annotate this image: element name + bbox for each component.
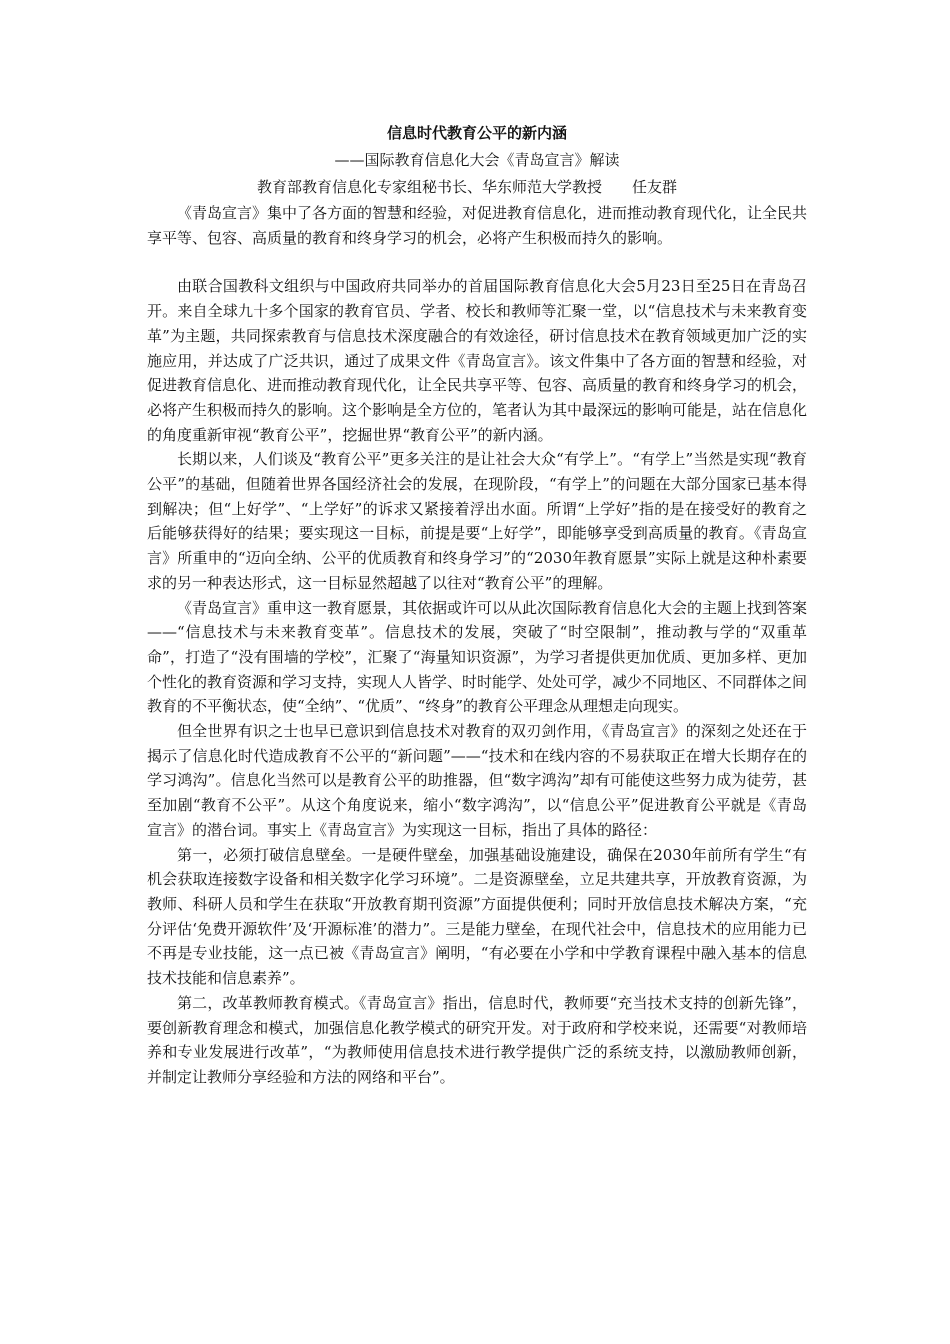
paragraph-gap: [147, 250, 807, 274]
author-affiliation: 教育部教育信息化专家组秘书长、华东师范大学教授: [257, 178, 603, 196]
document-subtitle: ——国际教育信息化大会《青岛宣言》解读: [334, 151, 620, 169]
paragraph-intro: 由联合国教科文组织与中国政府共同举办的首届国际教育信息化大会5月23日至25日在青岛召开。来自全球九十多个国家的教育官员、学者、校长和教师等汇聚一堂，以“信息技术与未来教育变革”为主题，共同探索教育与信息技术深度融合的有效途径，研讨信息技术在教育领域更加广泛的实施应用，并达成了广泛共识，通过了成果文件《青岛宣言》。该文件集中了各方面的智慧和经验，对促进教育信息化、进而推动教育现代化，让全民共享平等、包容、高质量的教育和终身学习的机会，必将产生积极而持久的影响。这个影响是全方位的，笔者认为其中最深远的影响可能是，站在信息化的角度重新审视“教育公平”，挖掘世界“教育公平”的新内涵。: [147, 277, 808, 444]
author-name: 任友群: [632, 178, 678, 196]
author-line: [147, 174, 807, 201]
paragraph-body: 长期以来，人们谈及“教育公平”更多关注的是让社会大众“有学上”。“有学上”当然是实现“教育公平”的基础，但随着世界各国经济社会的发展，在现阶段，“有学上”的问题在大部分国家已基本得到解决；但“上好学”、“上学好”的诉求又紧接着浮出水面。所谓“上学好”指的是在接受好的教育之后能够获得好的结果；要实现这一目标，前提是要“上好学”，即能够享受到高质量的教育。《青岛宣言》所重申的“迈向全纳、公平的优质教育和终身学习”的“2030年教育愿景”实际上就是这种朴素要求的另一种表达形式，这一目标显然超越了以往对“教育公平”的理解。: [147, 450, 807, 592]
paragraph-abstract: 《青岛宣言》集中了各方面的智慧和经验，对促进教育信息化，进而推动教育现代化，让全民共享平等、包容、高质量的教育和终身学习的机会，必将产生积极而持久的影响。: [147, 204, 808, 247]
paragraph-point-one: 第一，必须打破信息壁垒。一是硬件壁垒，加强基础设施建设，确保在2030年前所有学生“有机会获取连接数字设备和相关数字化学习环境”。二是资源壁垒，立足共建共享，开放教育资源，为教师、科研人员和学生在获取“开放教育期刊资源”方面提供便利；同时开放信息技术解决方案，“充分评估‘免费开源软件’及‘开源标准’的潜力”。三是能力壁垒，在现代社会中，信息技术的应用能力已不再是专业技能，这一点已被《青岛宣言》阐明，“有必要在小学和中学教育课程中融入基本的信息技术技能和信息素养”。: [147, 845, 807, 988]
paragraph-body: 《青岛宣言》重申这一教育愿景，其依据或许可以从此次国际教育信息化大会的主题上找到答案——“信息技术与未来教育变革”。信息技术的发展，突破了“时空限制”，推动教与学的“双重革命”，打造了“没有围墙的学校”，汇聚了“海量知识资源”，为学习者提供更加优质、更加多样、更加个性化的教育资源和学习支持，实现人人皆学、时时能学、处处可学，减少不同地区、不同群体之间教育的不平衡状态，使“全纳”、“优质”、“终身”的教育公平理念从理想走向现实。: [147, 598, 808, 716]
paragraph-body: 但全世界有识之士也早已意识到信息技术对教育的双刃剑作用，《青岛宣言》的深刻之处还在于揭示了信息化时代造成教育不公平的“新问题”——“技术和在线内容的不易获取正在增大长期存在的学习鸿沟”。信息化当然可以是教育公平的助推器，但“数字鸿沟”却有可能使这些努力成为徒劳，甚至加剧“教育不公平”。从这个角度说来，缩小“数字鸿沟”，以“信息公平”促进教育公平就是《青岛宣言》的潜台词。事实上《青岛宣言》为实现这一目标，指出了具体的路径：: [147, 722, 807, 839]
paragraph-point-two: 第二，改革教师教育模式。《青岛宣言》指出，信息时代，教师要“充当技术支持的创新先锋”，要创新教育理念和模式，加强信息化教学模式的研究开发。对于政府和学校来说，还需要“对教师培养和专业发展进行改革”，“为教师使用信息技术进行教学提供广泛的系统支持，以激励教师创新，并制定让教师分享经验和方法的网络和平台”。: [147, 993, 807, 1086]
document-title: 信息时代教育公平的新内涵: [386, 124, 567, 142]
document-page: [147, 120, 807, 1090]
